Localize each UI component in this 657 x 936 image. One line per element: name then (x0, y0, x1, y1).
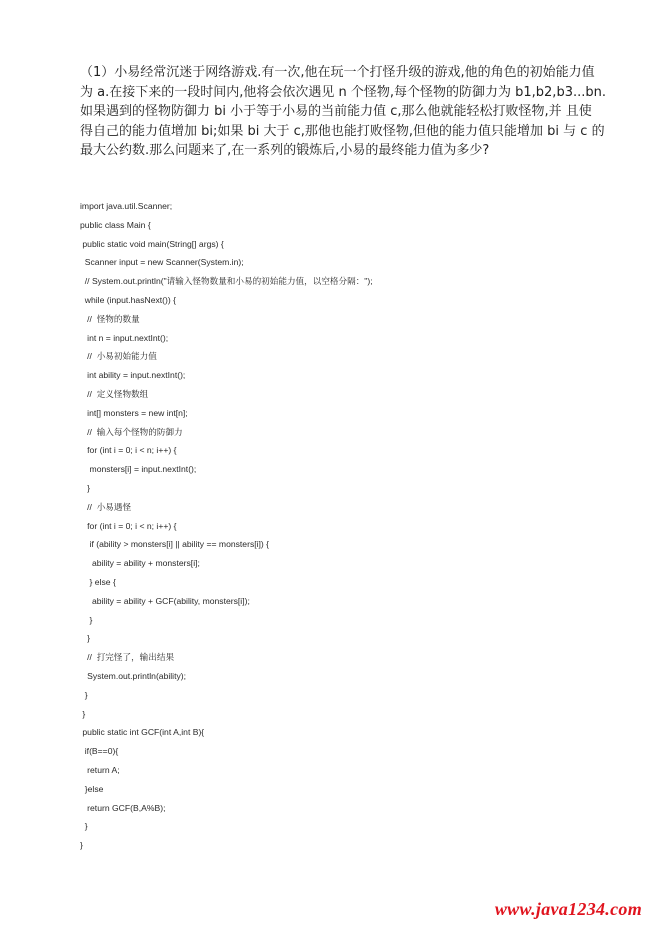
code-line: for (int i = 0; i < n; i++) { (80, 520, 177, 531)
code-line: // 小易遇怪 (80, 501, 132, 512)
code-line: // System.out.println("请输入怪物数量和小易的初始能力值，以空格分隔："); (80, 276, 373, 287)
code-line: ability = ability + monsters[i]; (80, 558, 200, 569)
code-line: } (80, 840, 83, 851)
code-line: return A; (80, 764, 120, 775)
code-line: monsters[i] = input.nextInt(); (80, 464, 197, 475)
code-line: if(B==0){ (80, 746, 119, 757)
code-line: } (80, 482, 91, 493)
code-line: public static void main(String[] args) { (80, 238, 224, 249)
code-line: public class Main { (80, 219, 151, 230)
code-line: } (80, 633, 91, 644)
problem-line: 最大公约数.那么问题来了,在一系列的锻炼后,小易的最终能力值为多少? (80, 143, 490, 159)
code-line: } (80, 708, 86, 719)
code-line: // 打完怪了，输出结果 (80, 652, 175, 663)
code-line: return GCF(B,A%B); (80, 802, 166, 813)
code-line: int ability = input.nextInt(); (80, 370, 186, 381)
problem-line: （1）小易经常沉迷于网络游戏.有一次,他在玩一个打怪升级的游戏,他的角色的初始能力值 (80, 65, 595, 80)
code-listing (80, 197, 373, 855)
code-line: // 输入每个怪物的防御力 (80, 426, 183, 437)
problem-line: 得自己的能力值增加 bi;如果 bi 大于 c,那他也能打败怪物,但他的能力值只能增加 bi 与 c 的 (80, 123, 605, 139)
code-line: int n = input.nextInt(); (80, 332, 169, 343)
code-line: } (80, 821, 88, 832)
problem-line: 为 a.在接下来的一段时间内,他将会依次遇见 n 个怪物,每个怪物的防御力为 b1,b2,b3...bn. (80, 84, 606, 100)
problem-line: 如果遇到的怪物防御力 bi 小于等于小易的当前能力值 c,那么他就能轻松打败怪物,并 且使 (80, 104, 592, 120)
code-line: while (input.hasNext()) { (80, 294, 176, 305)
problem-statement (80, 63, 606, 161)
code-line: import java.util.Scanner; (80, 201, 173, 211)
code-line: Scanner input = new Scanner(System.in); (80, 257, 244, 268)
code-line: if (ability > monsters[i] || ability == monsters[i]) { (80, 539, 270, 550)
code-line: } (80, 689, 88, 700)
code-line: ability = ability + GCF(ability, monsters[i]); (80, 595, 250, 606)
code-line: } (80, 614, 93, 625)
code-line: } else { (80, 576, 116, 587)
code-line: System.out.println(ability); (80, 670, 187, 681)
code-line: // 怪物的数量 (80, 313, 140, 324)
code-line: for (int i = 0; i < n; i++) { (80, 445, 177, 456)
code-line: // 定义怪物数组 (80, 388, 149, 399)
code-line: // 小易初始能力值 (80, 351, 157, 362)
site-watermark: www.java1234.com (494, 899, 642, 919)
code-line: int[] monsters = new int[n]; (80, 407, 188, 418)
code-line: public static int GCF(int A,int B){ (80, 727, 205, 738)
code-line: }else (80, 783, 104, 794)
